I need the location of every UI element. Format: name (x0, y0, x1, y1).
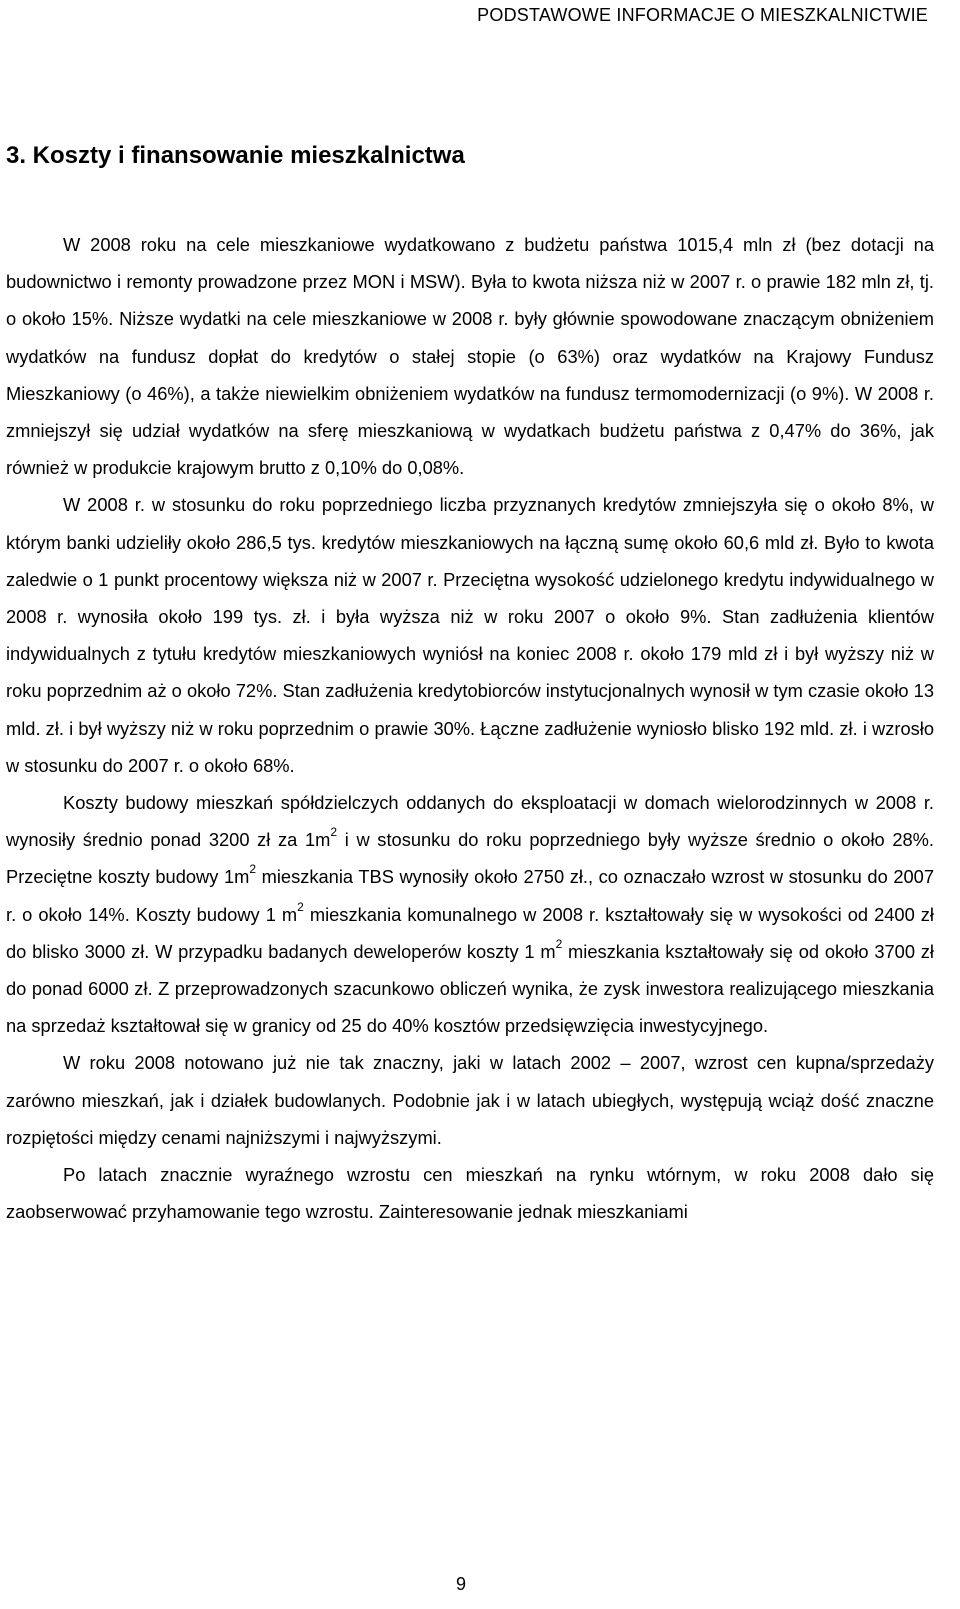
paragraph-construction-costs (6, 784, 934, 1044)
page-number: 9 (455, 1574, 466, 1594)
text-run: mieszkania kształtowały się od około 3700 zł do ponad 6000 zł. Z przeprowadzonych szacunkowo obliczeń wynika, że zysk inwestora realizującego mieszkania na sprzedaż kształtował się w granicy od 25 do 40% kosztów przedsięwzięcia inwestycyjnego. (6, 940, 934, 1037)
paragraph-secondary-market: Po latach znacznie wyraźnego wzrostu cen mieszkań na rynku wtórnym, w roku 2008 dało się zaobserwować przyhamowanie tego wzrostu. Zainteresowanie jednak mieszkaniami (6, 1164, 934, 1223)
text-run: mieszkania TBS wynosiły około 2750 zł., co oznaczało wzrost w stosunku do 2007 r. o około 14%. Koszty budowy 1 m (6, 866, 935, 925)
superscript: 2 (249, 862, 257, 877)
superscript: 2 (330, 825, 338, 840)
section-heading: 3. Koszty i finansowanie mieszkalnictwa (6, 142, 465, 169)
superscript: 2 (297, 899, 304, 914)
body-text (6, 226, 934, 1230)
paragraph-budget-spending: W 2008 roku na cele mieszkaniowe wydatkowano z budżetu państwa 1015,4 mln zł (bez dotacji na budownictwo i remonty prowadzone przez MON i MSW). Była to kwota niższa niż w 2007 r. o prawie 182 mln zł, tj. o około 15%. Niższe wydatki na cele mieszkaniowe w 2008 r. były głównie spowodowane znaczącym obniżeniem wydatków na fundusz dopłat do kredytów o stałej stopie (o 63%) oraz wydatków na Krajowy Fundusz Mieszkaniowy (o 46%), a także niewielkim obniżeniem wydatków na fundusz termomodernizacji (o 9%). W 2008 r. zmniejszył się udział wydatków na sferę mieszkaniową w wydatkach budżetu państwa z 0,47% do 36%, jak również w produkcie krajowym brutto z 0,10% do 0,08%. (6, 234, 934, 479)
running-header: PODSTAWOWE INFORMACJE O MIESZKALNICTWIE (477, 5, 928, 25)
paragraph-mortgage-credits: W 2008 r. w stosunku do roku poprzedniego liczba przyznanych kredytów zmniejszyła się o około 8%, w którym banki udzieliły około 286,5 tys. kredytów mieszkaniowych na łączną sumę około 60,6 mld zł. Było to kwota zaledwie o 1 punkt procentowy większa niż w 2007 r. Przeciętna wysokość udzielonego kredytu indywidualnego w 2008 r. wynosiła około 199 tys. zł. i była wyższa niż w roku 2007 o około 9%. Stan zadłużenia klientów indywidualnych z tytułu kredytów mieszkaniowych wyniósł na koniec 2008 r. około 179 mld zł i był wyższy niż w roku poprzednim aż o około 72%. Stan zadłużenia kredytobiorców instytucjonalnych wynosił w tym czasie około 13 mld. zł. i był wyższy niż w roku poprzednim o prawie 30%. Łączne zadłużenie wyniosło blisko 192 mld. zł. i wzrosło w stosunku do 2007 r. o około 68%. (6, 494, 934, 776)
superscript: 2 (555, 936, 563, 951)
text-run: Koszty budowy mieszkań spółdzielczych oddanych do eksploatacji w domach wielorodzinnych w 2008 r. wynosiły średnio ponad 3200 zł za 1m (6, 792, 934, 851)
paragraph-price-trends: W roku 2008 notowano już nie tak znaczny, jaki w latach 2002 – 2007, wzrost cen kupna/sprzedaży zarówno mieszkań, jak i działek budowlanych. Podobnie jak i w latach ubiegłych, występują wciąż dość znaczne rozpiętości między cenami najniższymi i najwyższymi. (6, 1052, 934, 1148)
text-run: i w stosunku do roku poprzedniego były wyższe średnio o około 28%. Przeciętne koszty budowy 1m (6, 829, 934, 888)
text-run: mieszkania komunalnego w 2008 r. kształtowały się w wysokości od 2400 zł do blisko 3000 zł. W przypadku badanych deweloperów koszty 1 m (6, 903, 934, 962)
